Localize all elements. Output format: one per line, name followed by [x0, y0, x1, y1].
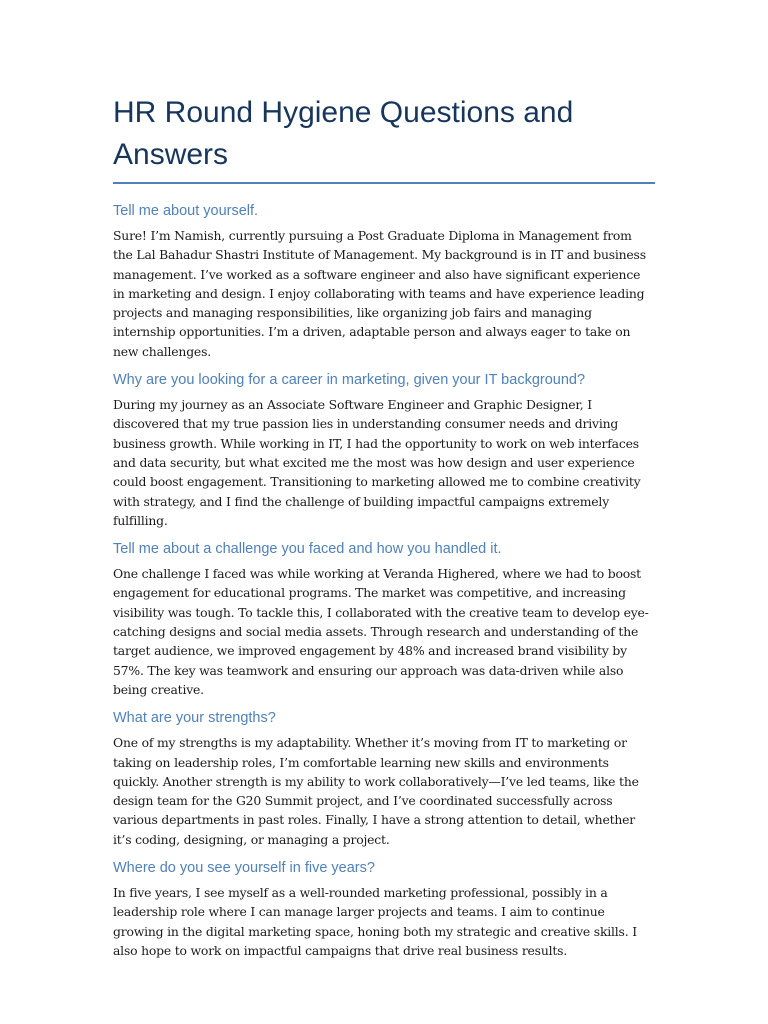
answer-text: During my journey as an Associate Software Engineer and Graphic Designer, I discovered that my true passion lies in understanding consumer needs and driving business growth. While working in IT, I had the opportunity to work on web interfaces and data security, but what excited me the most was how design and user experience could boost engagement. Transitioning to marketing allowed me to combine creativity with strategy, and I find the challenge of building impactful campaigns extremely fulfilling.: [113, 397, 641, 528]
qa-section-strengths: [113, 709, 655, 849]
title-underline: [113, 182, 655, 184]
qa-section-about-yourself: [113, 202, 655, 361]
answer-text: Sure! I’m Namish, currently pursuing a Post Graduate Diploma in Management from the Lal Bahadur Shastri Institute of Management. My background is in IT and business management. I’ve worked as a software engineer and also have significant experience in marketing and design. I enjoy collaborating with teams and have experience leading projects and managing responsibilities, like organizing job fairs and managing internship opportunities. I’m a driven, adaptable person and always eager to take on new challenges.: [113, 228, 646, 359]
answer-text: In five years, I see myself as a well-rounded marketing professional, possibly in a leadership role where I can manage larger projects and teams. I aim to continue growing in the digital marketing space, honing both my strategic and creative skills. I also hope to work on impactful campaigns that drive real business results.: [113, 885, 637, 958]
document-title: HR Round Hygiene Questions and Answers: [113, 96, 574, 171]
question-heading: What are your strengths?: [113, 710, 276, 727]
document-page: [113, 92, 655, 970]
qa-section-challenge: [113, 540, 655, 699]
question-heading: Tell me about a challenge you faced and how you handled it.: [113, 541, 502, 558]
answer-text: One of my strengths is my adaptability. Whether it’s moving from IT to marketing or taking on leadership roles, I’m comfortable learning new skills and environments quickly. Another strength is my ability to work collaboratively—I’ve led teams, like the design team for the G20 Summit project, and I’ve coordinated successfully across various departments in past roles. Finally, I have a strong attention to detail, whether it’s coding, designing, or managing a project.: [113, 735, 639, 847]
qa-section-five-years: [113, 859, 655, 960]
question-heading: Why are you looking for a career in marketing, given your IT background?: [113, 372, 586, 389]
question-heading: Tell me about yourself.: [113, 203, 259, 219]
qa-section-career-in-marketing: [113, 371, 655, 530]
question-heading: Where do you see yourself in five years?: [113, 860, 375, 877]
answer-text: One challenge I faced was while working at Veranda Highered, where we had to boost engagement for educational programs. The market was competitive, and increasing visibility was tough. To tackle this, I collaborated with the creative team to develop eye-catching designs and social media assets. Through research and understanding of the target audience, we improved engagement by 48% and increased brand visibility by 57%. The key was teamwork and ensuring our approach was data-driven while also being creative.: [113, 566, 649, 697]
